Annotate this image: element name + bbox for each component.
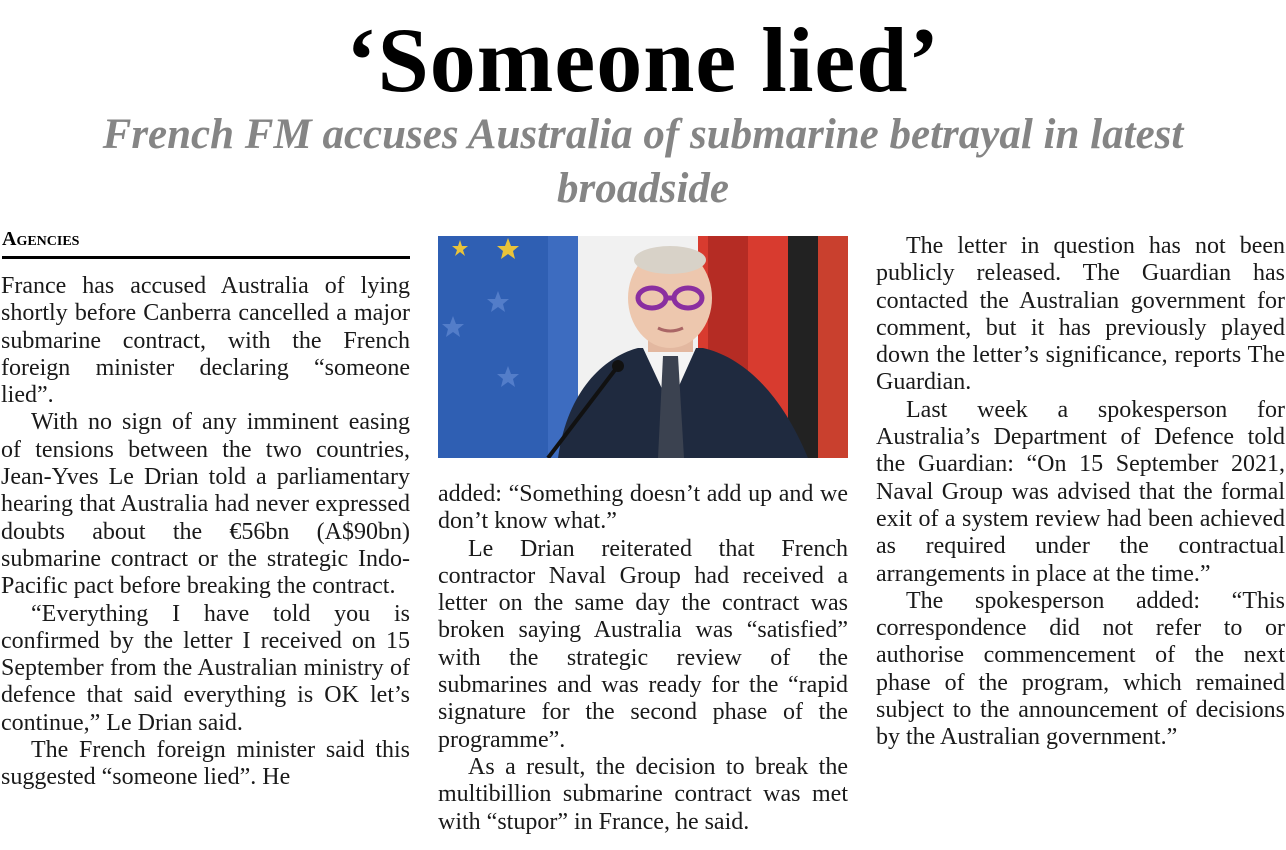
paragraph: France has accused Australia of lying shortly before Canberra cancelled a major submarine contract, with the French foreign minister declaring “someone lied”. bbox=[1, 273, 410, 409]
paragraph: added: “Something doesn’t add up and we don’t know what.” bbox=[438, 481, 848, 535]
paragraph: Le Drian reiterated that French contractor Naval Group had received a letter on the same day the contract was broken saying Australia was “satisfied” with the strategic review of the submarines and was ready for the “rapid signature for the second phase of the programme”. bbox=[438, 535, 848, 753]
paragraph: “Everything I have told you is confirmed by the letter I received on 15 September from the Australian ministry of defence that said everything is OK let’s continue,” Le Drian said. bbox=[1, 600, 410, 736]
photo-le-drian-at-podium bbox=[438, 236, 848, 458]
subheadline: French FM accuses Australia of submarine betrayal in latest broadside bbox=[102, 111, 1184, 212]
paragraph: With no sign of any imminent easing of tensions between the two countries, Jean-Yves Le Drian told a parliamentary hearing that Australia had never expressed doubts about the €56bn (A$90bn) submarine contract or the strategic Indo-Pacific pact before breaking the contract. bbox=[1, 409, 410, 600]
paragraph: The spokesperson added: “This correspondence did not refer to or authorise commencement of the next phase of the program, which remained subject to the announcement of decisions by the Australian government.” bbox=[876, 587, 1285, 751]
paragraph: The letter in question has not been publicly released. The Guardian has contacted the Australian government for comment, but it has previously played down the letter’s significance, reports The Guardian. bbox=[876, 233, 1285, 396]
paragraph: The French foreign minister said this suggested “someone lied”. He bbox=[1, 737, 410, 791]
photo-illustration bbox=[438, 236, 848, 458]
article-column-2 bbox=[438, 481, 848, 836]
article-column-1 bbox=[1, 273, 410, 792]
headline: ‘Someone lied’ bbox=[345, 9, 941, 111]
article-column-3 bbox=[876, 233, 1285, 752]
byline: Agencies bbox=[2, 226, 410, 259]
paragraph: Last week a spokesperson for Australia’s Department of Defence told the Guardian: “On 15 September 2021, Naval Group was advised that the formal exit of a system review had been achieved as required under the contractual arrangements in place at the time.” bbox=[876, 396, 1285, 587]
paragraph: As a result, the decision to break the multibillion submarine contract was met with “stupor” in France, he said. bbox=[438, 753, 848, 835]
